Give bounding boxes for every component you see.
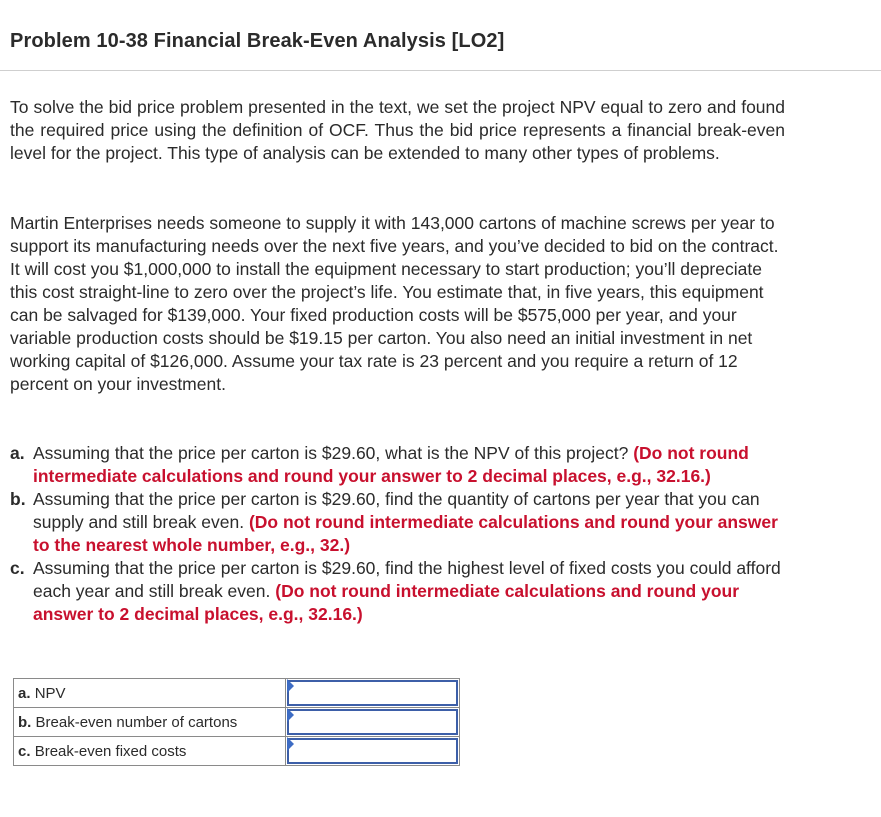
scenario-paragraph: Martin Enterprises needs someone to supply it with 143,000 cartons of machine screws per year to support its manufacturing needs over the next five years, and you’ve decided to bid on the contract. It will cost you $1,000,000 to install the equipment necessary to start production; you’ll depreciate this cost straight-line to zero over the project’s life. You estimate that, in five years, this equipment can be salvaged for $139,000. Your fixed production costs will be $575,000 per year, and your variable production costs should be $19.15 per carton. You also need an initial investment in net working capital of $126,000. Assume your tax rate is 23 percent and you require a return of 12 percent on your investment. <box>10 213 779 394</box>
question-a <box>10 442 790 488</box>
question-text: Assuming that the price per carton is $29.60, what is the NPV of this project? <box>33 443 629 463</box>
break-even-cartons-input[interactable] <box>289 711 458 733</box>
answer-letter: a. <box>18 684 31 702</box>
question-list <box>10 442 790 626</box>
answer-label <box>14 708 286 737</box>
answer-label-text: NPV <box>34 684 66 702</box>
question-hint: (Do not round intermediate calculations and round your answer to 2 decimal places, e.g., 32.16.) <box>33 443 749 486</box>
answer-row-npv <box>14 679 460 708</box>
answer-row-break-even-cartons <box>14 708 460 737</box>
question-c <box>10 557 790 626</box>
answer-label-text: Break-even number of cartons <box>35 713 238 731</box>
page-title: Problem 10-38 Financial Break-Even Analysis [LO2] <box>10 30 505 52</box>
break-even-fixed-costs-input-cell <box>286 737 460 766</box>
answer-label <box>14 679 286 708</box>
title-divider <box>0 70 881 71</box>
answer-label <box>14 737 286 766</box>
intro-paragraph: To solve the bid price problem presented in the text, we set the project NPV equal to zero and found the required price using the definition of OCF. Thus the bid price represents a financial break-even level for the project. This type of analysis can be extended to many other types of problems. <box>10 97 785 163</box>
question-text: Assuming that the price per carton is $29.60, find the quantity of cartons per year that you can supply and still break even. <box>33 489 760 532</box>
npv-input-cell <box>286 679 460 708</box>
answer-table <box>13 678 460 766</box>
npv-input[interactable] <box>289 682 458 704</box>
question-b <box>10 488 790 557</box>
question-text: Assuming that the price per carton is $29.60, find the highest level of fixed costs you could afford each year and still break even. <box>33 558 781 601</box>
answer-letter: c. <box>18 742 31 760</box>
answer-label-text: Break-even fixed costs <box>34 742 187 760</box>
question-hint: (Do not round intermediate calculations and round your answer to the nearest whole number, e.g., 32.) <box>33 512 778 555</box>
break-even-fixed-costs-input[interactable] <box>289 740 458 762</box>
answer-letter: b. <box>18 713 32 731</box>
question-letter: b. <box>10 489 26 509</box>
question-letter: c. <box>10 558 25 578</box>
break-even-cartons-input-cell <box>286 708 460 737</box>
question-letter: a. <box>10 443 25 463</box>
question-hint: (Do not round intermediate calculations and round your answer to 2 decimal places, e.g., 32.16.) <box>33 581 740 624</box>
answer-row-break-even-fixed-costs <box>14 737 460 766</box>
